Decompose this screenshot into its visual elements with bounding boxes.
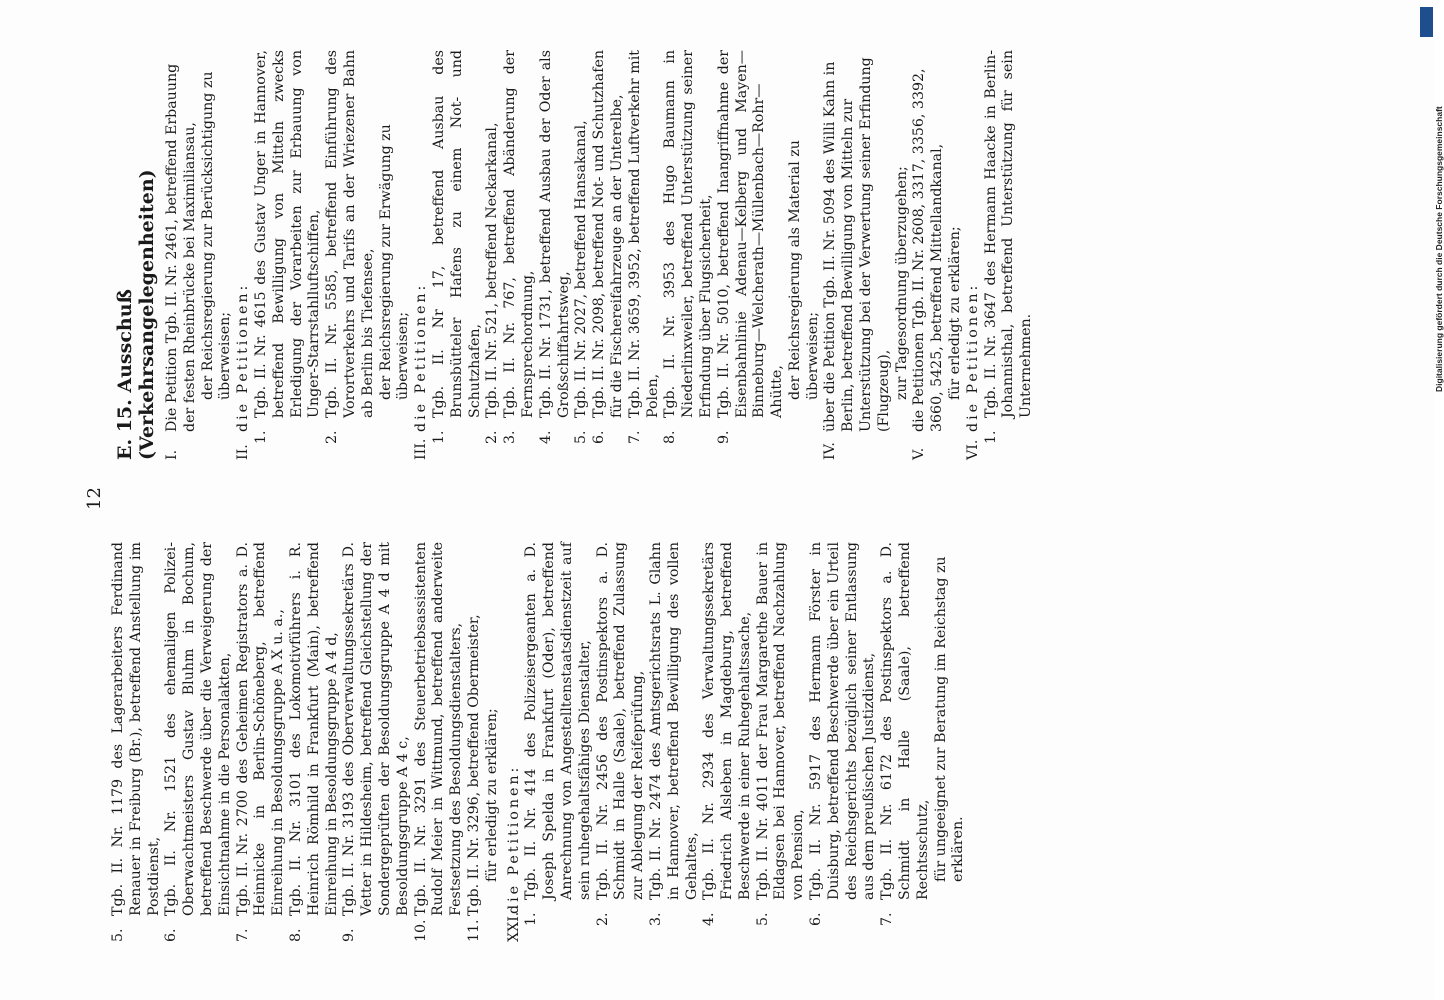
- section-numeral: V.: [911, 447, 928, 460]
- item-text: Tgb. II. Nr. 3291 des Steuerbetriebsassistenten Rudolf Meier in Wittmund, betreffend anderweite Festsetzung des Besoldungsdienstalters,: [412, 542, 465, 916]
- list-item: [484, 50, 502, 460]
- list-item: [523, 542, 594, 942]
- list-item: [502, 50, 538, 460]
- list-item: [648, 542, 701, 942]
- list-item: [413, 542, 466, 942]
- section-numeral: II.: [235, 444, 252, 460]
- item-text: Tgb. II. Nr. 3647 des Hermann Haacke in Berlin-Johannisthal, betreffend Unterstützung für sein Unternehmen.: [982, 50, 1035, 418]
- item-text: Tgb. II. Nr. 6172 des Postinspektors a. D. Schmidt in Halle (Saale), betreffend Rechtsschutz,: [879, 542, 931, 900]
- list-item: [755, 542, 808, 942]
- digitization-credit: Digitalisierung gefördert durch die Deutsche Forschungsgemeinschaft: [1434, 106, 1444, 392]
- item-number: 9.: [715, 430, 732, 444]
- item-number: 1.: [982, 430, 999, 444]
- item-number: 8.: [662, 430, 679, 444]
- item-text: Tgb. II. Nr. 5917 des Hermann Förster in Duisburg, betreffend Beschwerde über ein Urteil des Reichsgerichts bezüglich seiner Entlassung aus dem preußischen Justizdienst,: [808, 542, 878, 900]
- list-item: [595, 542, 648, 942]
- section-vi: [965, 50, 983, 460]
- item-text: Tgb. II. Nr. 3193 des Oberverwaltungssekretärs D. Vetter in Hildesheim, betreffend Gleichstellung der Sondergeprüften der Besoldungsgruppe A 4 d mit Besoldungsgruppe A 4 c,: [341, 542, 411, 916]
- dfg-logo-text: DFG: [1433, 18, 1442, 35]
- item-number: 5.: [110, 928, 126, 942]
- item-number: 4.: [537, 430, 554, 444]
- item-text: Tgb. II. Nr. 2027, betreffend Hansakanal,: [573, 120, 590, 418]
- list-item: [288, 542, 341, 942]
- section-text: die Petitionen Tgb. II. Nr. 2608, 3317, 3356, 3392, 3660, 5425, betreffend Mittellandkanal,: [911, 68, 946, 432]
- item-text: Tgb. II. Nr. 5585, betreffend Einführung des Vorortverkehrs und Tarifs an der Wriezener Bahn ab Berlin bis Tiefensee,: [324, 50, 376, 418]
- section-text: die Petitionen:: [964, 282, 981, 432]
- section-text: Die Petition Tgb. II. Nr. 2461, betreffend Erbauung der festen Rheinbrücke bei Maximiliansau,: [164, 63, 198, 432]
- item-text: Tgb. II. Nr. 521, betreffend Neckarkanal,: [484, 122, 501, 418]
- list-item: [431, 50, 484, 460]
- list-item: [716, 50, 787, 460]
- section-v: [911, 50, 947, 460]
- item-text: Tgb. II. Nr. 4615 des Gustav Unger in Hannover, betreffend Bewilligung von Mitteln zwecks Erledigung der Vorarbeiten zur Erbauung von Unger-Starrstahlluftschiffen,: [252, 50, 323, 418]
- item-text: Tgb. II. Nr. 3659, 3952, betreffend Luftverkehr mit Polen,: [626, 50, 661, 418]
- item-text: Tgb. II. Nr. 2098, betreffend Not- und Schutzhafen für die Fischereifahrzeuge an der Unterelbe,: [591, 50, 625, 418]
- list-item: [163, 542, 234, 942]
- section-numeral: I.: [164, 449, 180, 460]
- item-number: 5.: [754, 912, 771, 926]
- item-number: 9.: [341, 928, 358, 942]
- page-number: 12: [84, 487, 105, 510]
- item-text: Tgb. II. Nr. 2700 des Geheimen Registrators a. D. Heinnicke in Berlin-Schöneberg, betreffend Einreihung in Besoldungsgruppe A X u. a.,: [234, 542, 287, 916]
- item-number: 7.: [879, 912, 896, 926]
- list-item: [466, 542, 484, 942]
- list-item: [110, 542, 163, 942]
- decision-text: der Reichsregierung zur Berücksichtigung zu überweisen;: [199, 71, 234, 400]
- item-number: 6.: [808, 912, 825, 926]
- section-ii: [235, 50, 253, 460]
- section-numeral: XXI.: [505, 911, 522, 942]
- item-text: Tgb. II. Nr. 3101 des Lokomotivführers i. R. Heinrich Römhild in Frankfurt (Main), betreffend Einreihung in Besoldungsgruppe A 4 d,: [287, 542, 340, 916]
- item-number: 3.: [502, 430, 519, 444]
- item-text: Tgb. II. Nr. 2934 des Verwaltungssekretärs Friedrich Alsleben in Magdeburg, betreffend Beschwerde in einer Ruhegehaltssache,: [701, 542, 753, 900]
- item-text: Tgb. II. Nr. 414 des Polizeisergeanten a. D. Joseph Spelda in Frankfurt (Oder), betreffend Anrechnung von Angestelltenstaatsdienstzeit auf sein ruhegehaltsfähiges Dienstalter,: [523, 542, 593, 900]
- item-number: 3.: [647, 912, 664, 926]
- committee-heading: E. 15. Ausschuß (Verkehrsangelegenheiten): [114, 169, 158, 460]
- list-item: [983, 50, 1036, 460]
- item-number: 1.: [252, 430, 269, 444]
- item-text: Tgb. II. Nr. 2474 des Amtsgerichtsrats L. Glahn in Hannover, betreffend Bewilligung des vollen Gehaltes,: [647, 542, 700, 900]
- decision-text: für ungeeignet zur Beratung im Reichstag zu erklären.: [932, 556, 967, 882]
- item-text: Tgb. II. Nr. 1179 des Lagerarbeiters Ferdinand Renauer in Freiburg (Br.), betreffend Anstellung im Postdienst,: [110, 542, 162, 916]
- section-text: die Petitionen:: [235, 282, 252, 432]
- item-number: 1.: [523, 912, 540, 926]
- item-number: 7.: [234, 928, 251, 942]
- section-numeral: VI.: [964, 439, 981, 460]
- list-item: [324, 50, 377, 460]
- item-text: Tgb. II. Nr. 4011 der Frau Margarethe Bauer in Eldagsen bei Hannover, betreffend Nachzahlung von Pension,: [754, 542, 807, 900]
- item-number: 6.: [591, 430, 608, 444]
- section-iv: [822, 50, 893, 460]
- section-text: die Petitionen:: [413, 282, 430, 432]
- item-text: Tgb. II. Nr 17, betreffend Ausbau des Brunsbütteler Hafens zu einem Not- und Schutzhafen,: [430, 50, 483, 418]
- item-number: 10.: [412, 919, 429, 942]
- dfg-logo: [1420, 7, 1442, 37]
- list-item: [573, 50, 591, 460]
- item-number: 4.: [701, 912, 718, 926]
- section-iii: [413, 50, 431, 460]
- item-text: Tgb. II. Nr. 1731, betreffend Ausbau der Oder als Großschiffahrtsweg,: [537, 50, 572, 418]
- list-item: [341, 542, 412, 942]
- list-item: [591, 50, 627, 460]
- section-numeral: III.: [413, 438, 430, 460]
- right-column: [110, 50, 1036, 460]
- list-item: [235, 542, 288, 942]
- decision-text: für erledigt zu erklären;: [483, 708, 500, 882]
- list-item: [879, 542, 932, 942]
- item-number: 8.: [287, 928, 304, 942]
- item-number: 5.: [573, 430, 590, 444]
- item-text: Tgb. II. Nr. 2456 des Postinspektors a. D. Schmidt in Halle (Saale), betreffend Zulassung zur Ablegung der Reifeprüfung,: [594, 542, 647, 900]
- list-item: [538, 50, 574, 460]
- item-text: Tgb. II. Nr. 3296, betreffend Obermeister,: [465, 614, 482, 916]
- item-number: 2.: [324, 430, 341, 444]
- decision-text: der Reichsregierung zur Erwägung zu überweisen;: [377, 124, 412, 400]
- item-number: 11.: [465, 919, 482, 942]
- list-item: [662, 50, 715, 460]
- section-heading: [506, 542, 524, 942]
- item-number: 1.: [430, 430, 447, 444]
- left-column: [110, 542, 968, 942]
- decision-text: zur Tagesordnung überzugehen;: [893, 166, 910, 400]
- item-number: 2.: [594, 912, 611, 926]
- item-text: Tgb. II. Nr. 5010, betreffend Inangriffnahme der Eisenbahnlinie Adenau—Kelberg und Mayen—Binneburg—Welcherath—Müllenbach—Rohr—Ahütte,: [715, 50, 786, 418]
- decision-text: der Reichsregierung als Material zu überweisen;: [786, 140, 821, 400]
- item-text: Tgb. II. Nr. 3953 des Hugo Baumann in Niederlinxweiler, betreffend Unterstützung seiner Erfindung über Flugsicherheit,: [662, 50, 714, 418]
- item-number: 6.: [163, 928, 180, 942]
- list-item: [627, 50, 663, 460]
- item-text: Tgb. II. Nr. 767, betreffend Abänderung der Fernsprechordnung,: [502, 50, 536, 418]
- section-label: die Petitionen:: [505, 764, 522, 914]
- item-number: 7.: [626, 430, 643, 444]
- section-i: [164, 50, 200, 460]
- list-item: [253, 50, 324, 460]
- decision-text: für erledigt zu erklären;: [947, 226, 964, 400]
- list-item: [808, 542, 879, 942]
- section-text: über die Petition Tgb. II. Nr. 5094 des Willi Kahn in Berlin, betreffend Bewilligung von Mitteln zur Unterstützung bei der Verwertung seiner Erfindung (Flugzeug),: [822, 57, 892, 432]
- item-text: Tgb. II. Nr. 1521 des ehemaligen Polizei-Oberwachtmeisters Gustav Bluhm in Bochum, betreffend Beschwerde über die Verweigerung der Einsichtnahme in die Personalakten,: [163, 542, 233, 916]
- section-numeral: IV.: [822, 442, 839, 460]
- list-item: [701, 542, 754, 942]
- item-number: 2.: [484, 430, 501, 444]
